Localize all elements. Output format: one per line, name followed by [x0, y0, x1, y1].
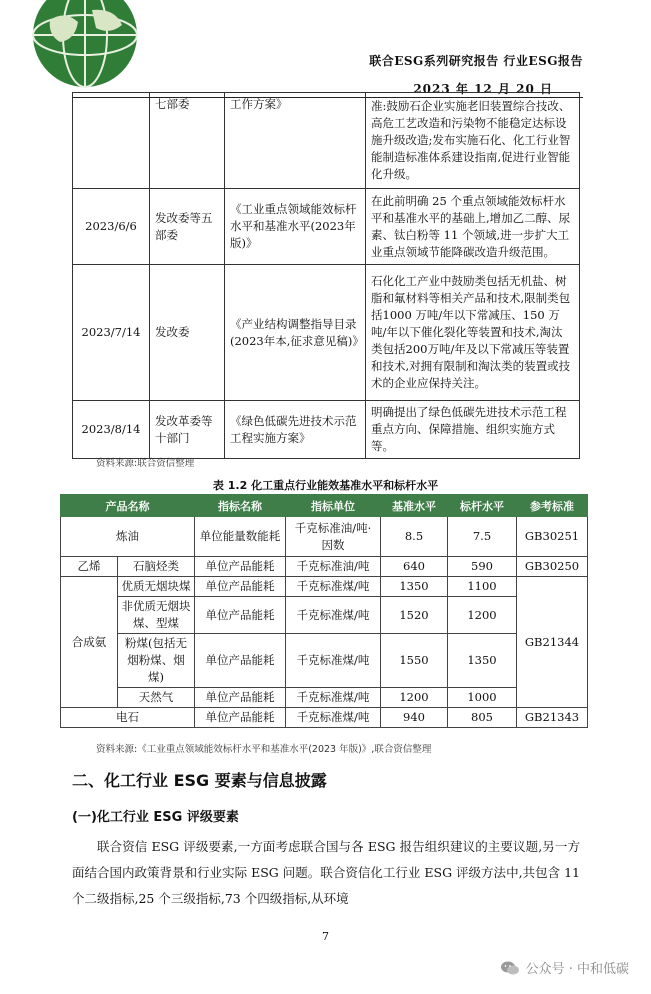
body-paragraph: 联合资信 ESG 评级要素,一方面考虑联合国与各 ESG 报告组织建议的主要议题,另一方面结合国内政策背景和行业实际 ESG 问题。联合资信化工行业 ESG 评级方法中,共包含 11 个二级指标,25 个三级指标,73 个四级指标,从环境 [72, 839, 580, 906]
section-heading: 二、化工行业 ESG 要素与信息披露 [72, 771, 327, 790]
watermark-text: 公众号 · 中和低碳 [525, 962, 629, 977]
report-series-title: 联合ESG系列研究报告 行业ESG报告 [369, 54, 583, 68]
table-header-row: 产品名称 指标名称 指标单位 基准水平 标杆水平 参考标准 [61, 495, 588, 517]
globe-logo [30, 0, 140, 90]
report-date: 2023 年 12 月 20 日 [413, 82, 553, 96]
table2-source: 资料来源:《工业重点领域能效标杆水平和基准水平(2023 年版)》,联合资信整理 [96, 744, 432, 755]
table1-source: 资料来源:联合资信整理 [96, 458, 195, 469]
table-row: 电石 单位产品能耗 千克标准煤/吨 940 805 GB21343 [61, 708, 588, 728]
table-row: 2023/6/6 发改委等五部委 《工业重点领域能效标杆水平和基准水平(2023年版)》 在此前明确 25 个重点领域能效标杆水平和基准水平的基础上,增加乙二醇、尿素、钛白粉等 11 个领域,进一步扩大工业重点领域节能降碳改造升级范围。 [73, 189, 580, 265]
energy-efficiency-table [60, 494, 588, 728]
table-row: 2023/7/14 发改委 《产业结构调整指导目录(2023年本,征求意见稿)》 石化化工产业中鼓励类包括无机盐、树脂和氟材料等相关产品和技术,限制类包括1000 万吨/年以下常减压、150 万吨/年以下催化裂化等装置和技术,淘汰类包括200万吨/年及以下常减压等装置和技术,对拥有限制和淘汰类的装置或技术的企业应保持关注。 [73, 265, 580, 401]
table-row: 合成氨 优质无烟块煤 单位产品能耗 千克标准煤/吨 1350 1100 GB21344 [61, 577, 588, 597]
policy-table [72, 92, 580, 459]
watermark [500, 958, 629, 977]
table-row: 乙烯 石脑烃类 单位产品能耗 千克标准油/吨 640 590 GB30250 [61, 557, 588, 577]
subsection-heading: (一)化工行业 ESG 评级要素 [72, 810, 239, 825]
table-row: 非优质无烟块煤、型煤 单位产品能耗 千克标准煤/吨 1520 1200 [61, 597, 588, 634]
page-number: 7 [322, 930, 329, 943]
table-row: 粉煤(包括无烟粉煤、烟煤) 单位产品能耗 千克标准煤/吨 1550 1350 [61, 634, 588, 688]
table-row: 天然气 单位产品能耗 千克标准煤/吨 1200 1000 [61, 688, 588, 708]
table-row: 2023/8/14 发改革委等十部门 《绿色低碳先进技术示范工程实施方案》 明确提出了绿色低碳先进技术示范工程重点方向、保障措施、组织实施方式等。 [73, 401, 580, 459]
wechat-icon [500, 960, 520, 976]
table-row: 炼油 单位能量数能耗 千克标准油/吨·因数 8.5 7.5 GB30251 [61, 517, 588, 557]
table2-caption: 表 1.2 化工重点行业能效基准水平和标杆水平 [212, 479, 439, 492]
table-row: 七部委 工作方案》 准:鼓励石企业实施老旧装置综合技改、高危工艺改造和污染物不能稳定达标设施升级改造;发布实施石化、化工行业智能制造标准体系建设指南,促进行业智能化升级。 [73, 93, 580, 189]
